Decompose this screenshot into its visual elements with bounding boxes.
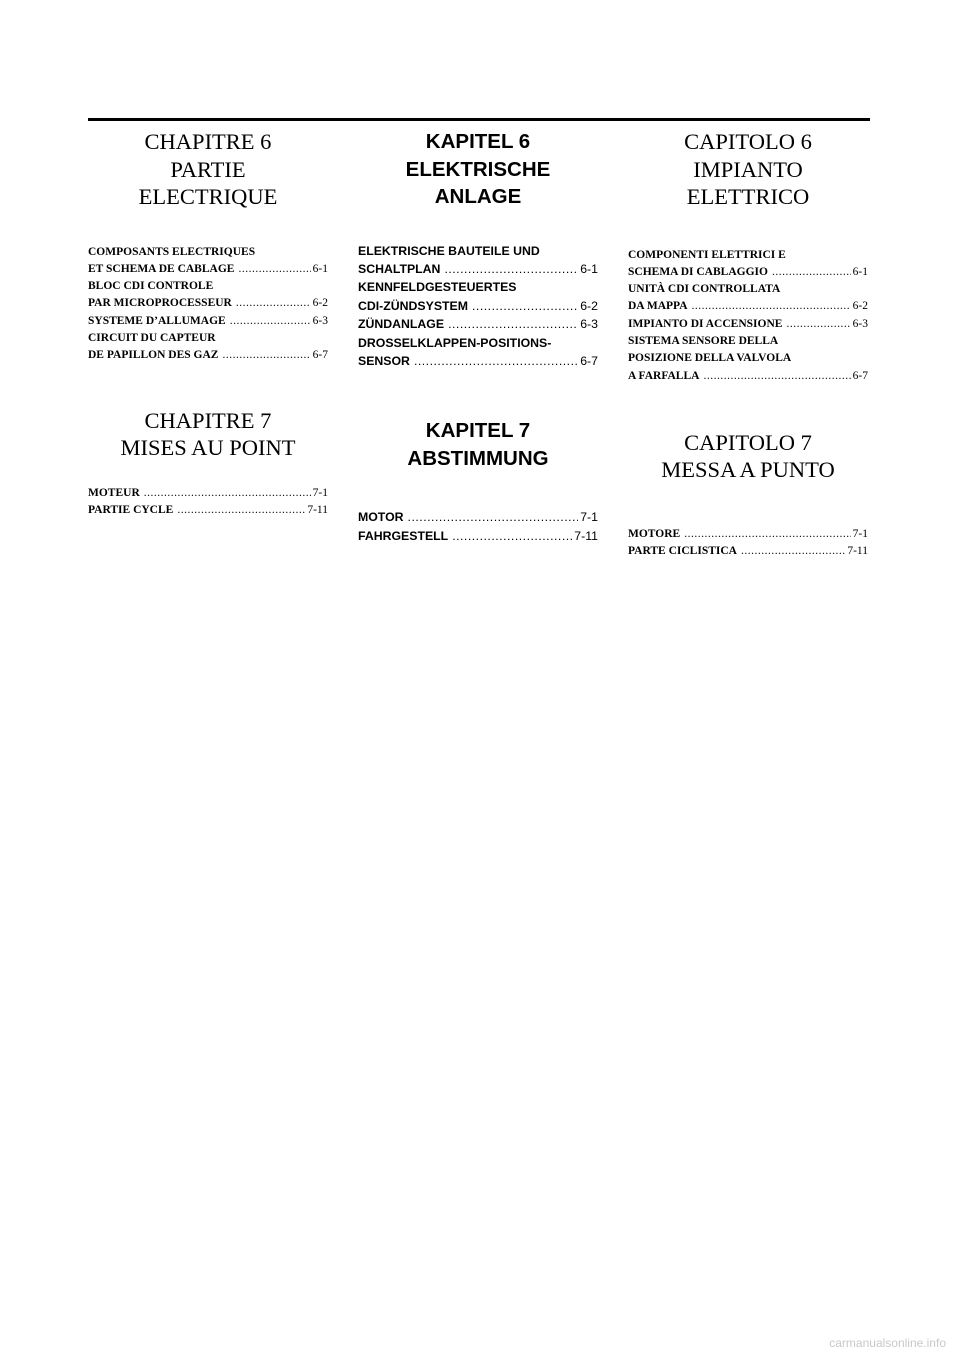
toc-entry-title: IMPIANTO DI ACCENSIONE: [628, 317, 783, 330]
german-chapter6-toc: [358, 242, 598, 371]
leader-dots: [236, 295, 311, 312]
toc-entry-title: COMPONENTI ELETTRICI E: [628, 248, 786, 261]
toc-entry-title: DA MAPPA: [628, 300, 688, 313]
leader-dots: [222, 347, 310, 364]
heading-line: CAPITOLO 7: [684, 429, 812, 455]
toc-entry-title: SENSOR: [358, 353, 410, 368]
heading-line: CAPITOLO 6: [684, 129, 812, 154]
toc-entry-title: SCHALTPLAN: [358, 261, 441, 276]
toc-page-number: 7-1: [312, 486, 328, 499]
toc-entry-title: MOTOR: [358, 510, 404, 525]
leader-dots: [444, 260, 578, 278]
toc-entry[interactable]: [628, 281, 868, 316]
italian-chapter6-heading: [628, 128, 868, 211]
toc-page-number: 6-7: [312, 349, 328, 362]
toc-entry[interactable]: [88, 244, 328, 279]
italian-chapter6-toc: [628, 247, 868, 385]
toc-page-number: 6-3: [312, 314, 328, 327]
toc-entry[interactable]: [88, 313, 328, 330]
toc-entry-title: POSIZIONE DELLA VALVOLA: [628, 352, 792, 365]
toc-entry-title: MOTORE: [628, 527, 681, 540]
toc-entry-title: PARTIE CYCLE: [88, 503, 174, 516]
toc-page-number: 7-11: [847, 545, 868, 558]
toc-entry-title: ZÜNDANLAGE: [358, 317, 445, 332]
german-chapter7-toc: [358, 508, 598, 545]
toc-entry[interactable]: [88, 485, 328, 502]
heading-line: ABSTIMMUNG: [407, 446, 549, 470]
watermark: carmanualsonline.info: [829, 1336, 946, 1350]
toc-entry[interactable]: [628, 543, 868, 560]
heading-line: PARTIE: [170, 156, 246, 182]
toc-entry[interactable]: [88, 278, 328, 313]
toc-entry[interactable]: [358, 278, 598, 315]
heading-line: IMPIANTO: [693, 156, 803, 182]
toc-entry[interactable]: [358, 527, 598, 545]
toc-entry-title: UNITÀ CDI CONTROLLATA: [628, 283, 781, 296]
toc-page-number: 6-2: [580, 298, 598, 313]
toc-entry-title: SISTEMA SENSORE DELLA: [628, 334, 779, 347]
toc-entry-title: ET SCHEMA DE CABLAGE: [88, 262, 235, 275]
heading-line: ELECTRIQUE: [138, 184, 278, 209]
toc-page-number: 6-3: [580, 317, 598, 332]
heading-line: ELETTRICO: [686, 184, 810, 209]
toc-entry-title: PARTE CICLISTICA: [628, 545, 737, 558]
toc-page-number: 6-7: [852, 369, 868, 382]
heading-line: MESSA A PUNTO: [661, 457, 835, 483]
french-column: [88, 128, 328, 519]
toc-entry-title: CDI-ZÜNDSYSTEM: [358, 298, 468, 313]
toc-entry-title: KENNFELDGESTEUERTES: [358, 280, 517, 295]
leader-dots: [230, 313, 311, 330]
toc-page-number: 7-11: [574, 528, 598, 543]
leader-dots: [448, 315, 578, 333]
leader-dots: [238, 261, 310, 278]
heading-line: ELEKTRISCHE: [405, 157, 551, 181]
toc-page-number: 7-11: [307, 503, 328, 516]
german-column: [358, 128, 598, 545]
toc-entry[interactable]: [628, 526, 868, 543]
toc-page-number: 7-1: [852, 527, 868, 540]
top-rule: [88, 118, 870, 121]
leader-dots: [741, 543, 845, 560]
toc-entry[interactable]: [358, 334, 598, 371]
german-chapter7-heading: [358, 417, 598, 472]
heading-line: KAPITEL 7: [425, 419, 531, 443]
italian-chapter7-heading: [628, 429, 868, 484]
toc-page-number: 6-1: [852, 265, 868, 278]
toc-page-number: 6-1: [580, 261, 598, 276]
toc-page-number: 6-7: [580, 353, 598, 368]
french-chapter6-toc: [88, 244, 328, 365]
leader-dots: [472, 297, 578, 315]
leader-dots: [452, 527, 572, 545]
leader-dots: [144, 485, 311, 502]
leader-dots: [408, 508, 579, 526]
heading-line: MISES AU POINT: [120, 435, 296, 461]
italian-column: [628, 128, 868, 560]
leader-dots: [414, 352, 578, 370]
toc-entry-title: ELEKTRISCHE BAUTEILE UND: [358, 243, 540, 258]
toc-entry[interactable]: [88, 502, 328, 519]
heading-line: KAPITEL 6: [425, 130, 531, 153]
toc-entry[interactable]: [358, 242, 598, 279]
toc-entry[interactable]: [358, 508, 598, 526]
toc-entry-title: DROSSELKLAPPEN-POSITIONS-: [358, 335, 552, 350]
heading-line: CHAPITRE 6: [144, 129, 272, 154]
leader-dots: [684, 526, 850, 543]
toc-entry-title: SCHEMA DI CABLAGGIO: [628, 265, 768, 278]
leader-dots: [786, 316, 850, 333]
french-chapter7-heading: [88, 407, 328, 462]
toc-entry-title: BLOC CDI CONTROLE: [88, 280, 214, 293]
toc-page-number: 7-1: [580, 510, 598, 525]
toc-entry-title: DE PAPILLON DES GAZ: [88, 349, 219, 362]
leader-dots: [177, 502, 305, 519]
toc-entry-title: COMPOSANTS ELECTRIQUES: [88, 245, 256, 258]
toc-entry[interactable]: [628, 333, 868, 385]
french-chapter7-toc: [88, 485, 328, 520]
toc-entry-title: CIRCUIT DU CAPTEUR: [88, 331, 216, 344]
toc-page-number: 6-1: [312, 262, 328, 275]
heading-line: CHAPITRE 7: [144, 407, 272, 433]
french-chapter6-heading: [88, 128, 328, 211]
heading-line: ANLAGE: [434, 185, 522, 208]
toc-entry-title: FAHRGESTELL: [358, 528, 449, 543]
leader-dots: [692, 298, 851, 315]
toc-entry-title: SYSTEME D’ALLUMAGE: [88, 314, 226, 327]
toc-entry-title: PAR MICROPROCESSEUR: [88, 297, 232, 310]
toc-entry[interactable]: [358, 315, 598, 333]
leader-dots: [703, 368, 850, 385]
toc-entry[interactable]: [628, 316, 868, 333]
leader-dots: [772, 264, 851, 281]
toc-entry[interactable]: [628, 247, 868, 282]
italian-chapter7-toc: [628, 526, 868, 561]
toc-page-number: 6-2: [312, 297, 328, 310]
toc-entry[interactable]: [88, 330, 328, 365]
toc-entry-title: MOTEUR: [88, 486, 140, 499]
toc-entry-title: A FARFALLA: [628, 369, 700, 382]
toc-page-number: 6-2: [852, 300, 868, 313]
german-chapter6-heading: [358, 128, 598, 211]
toc-page-number: 6-3: [852, 317, 868, 330]
